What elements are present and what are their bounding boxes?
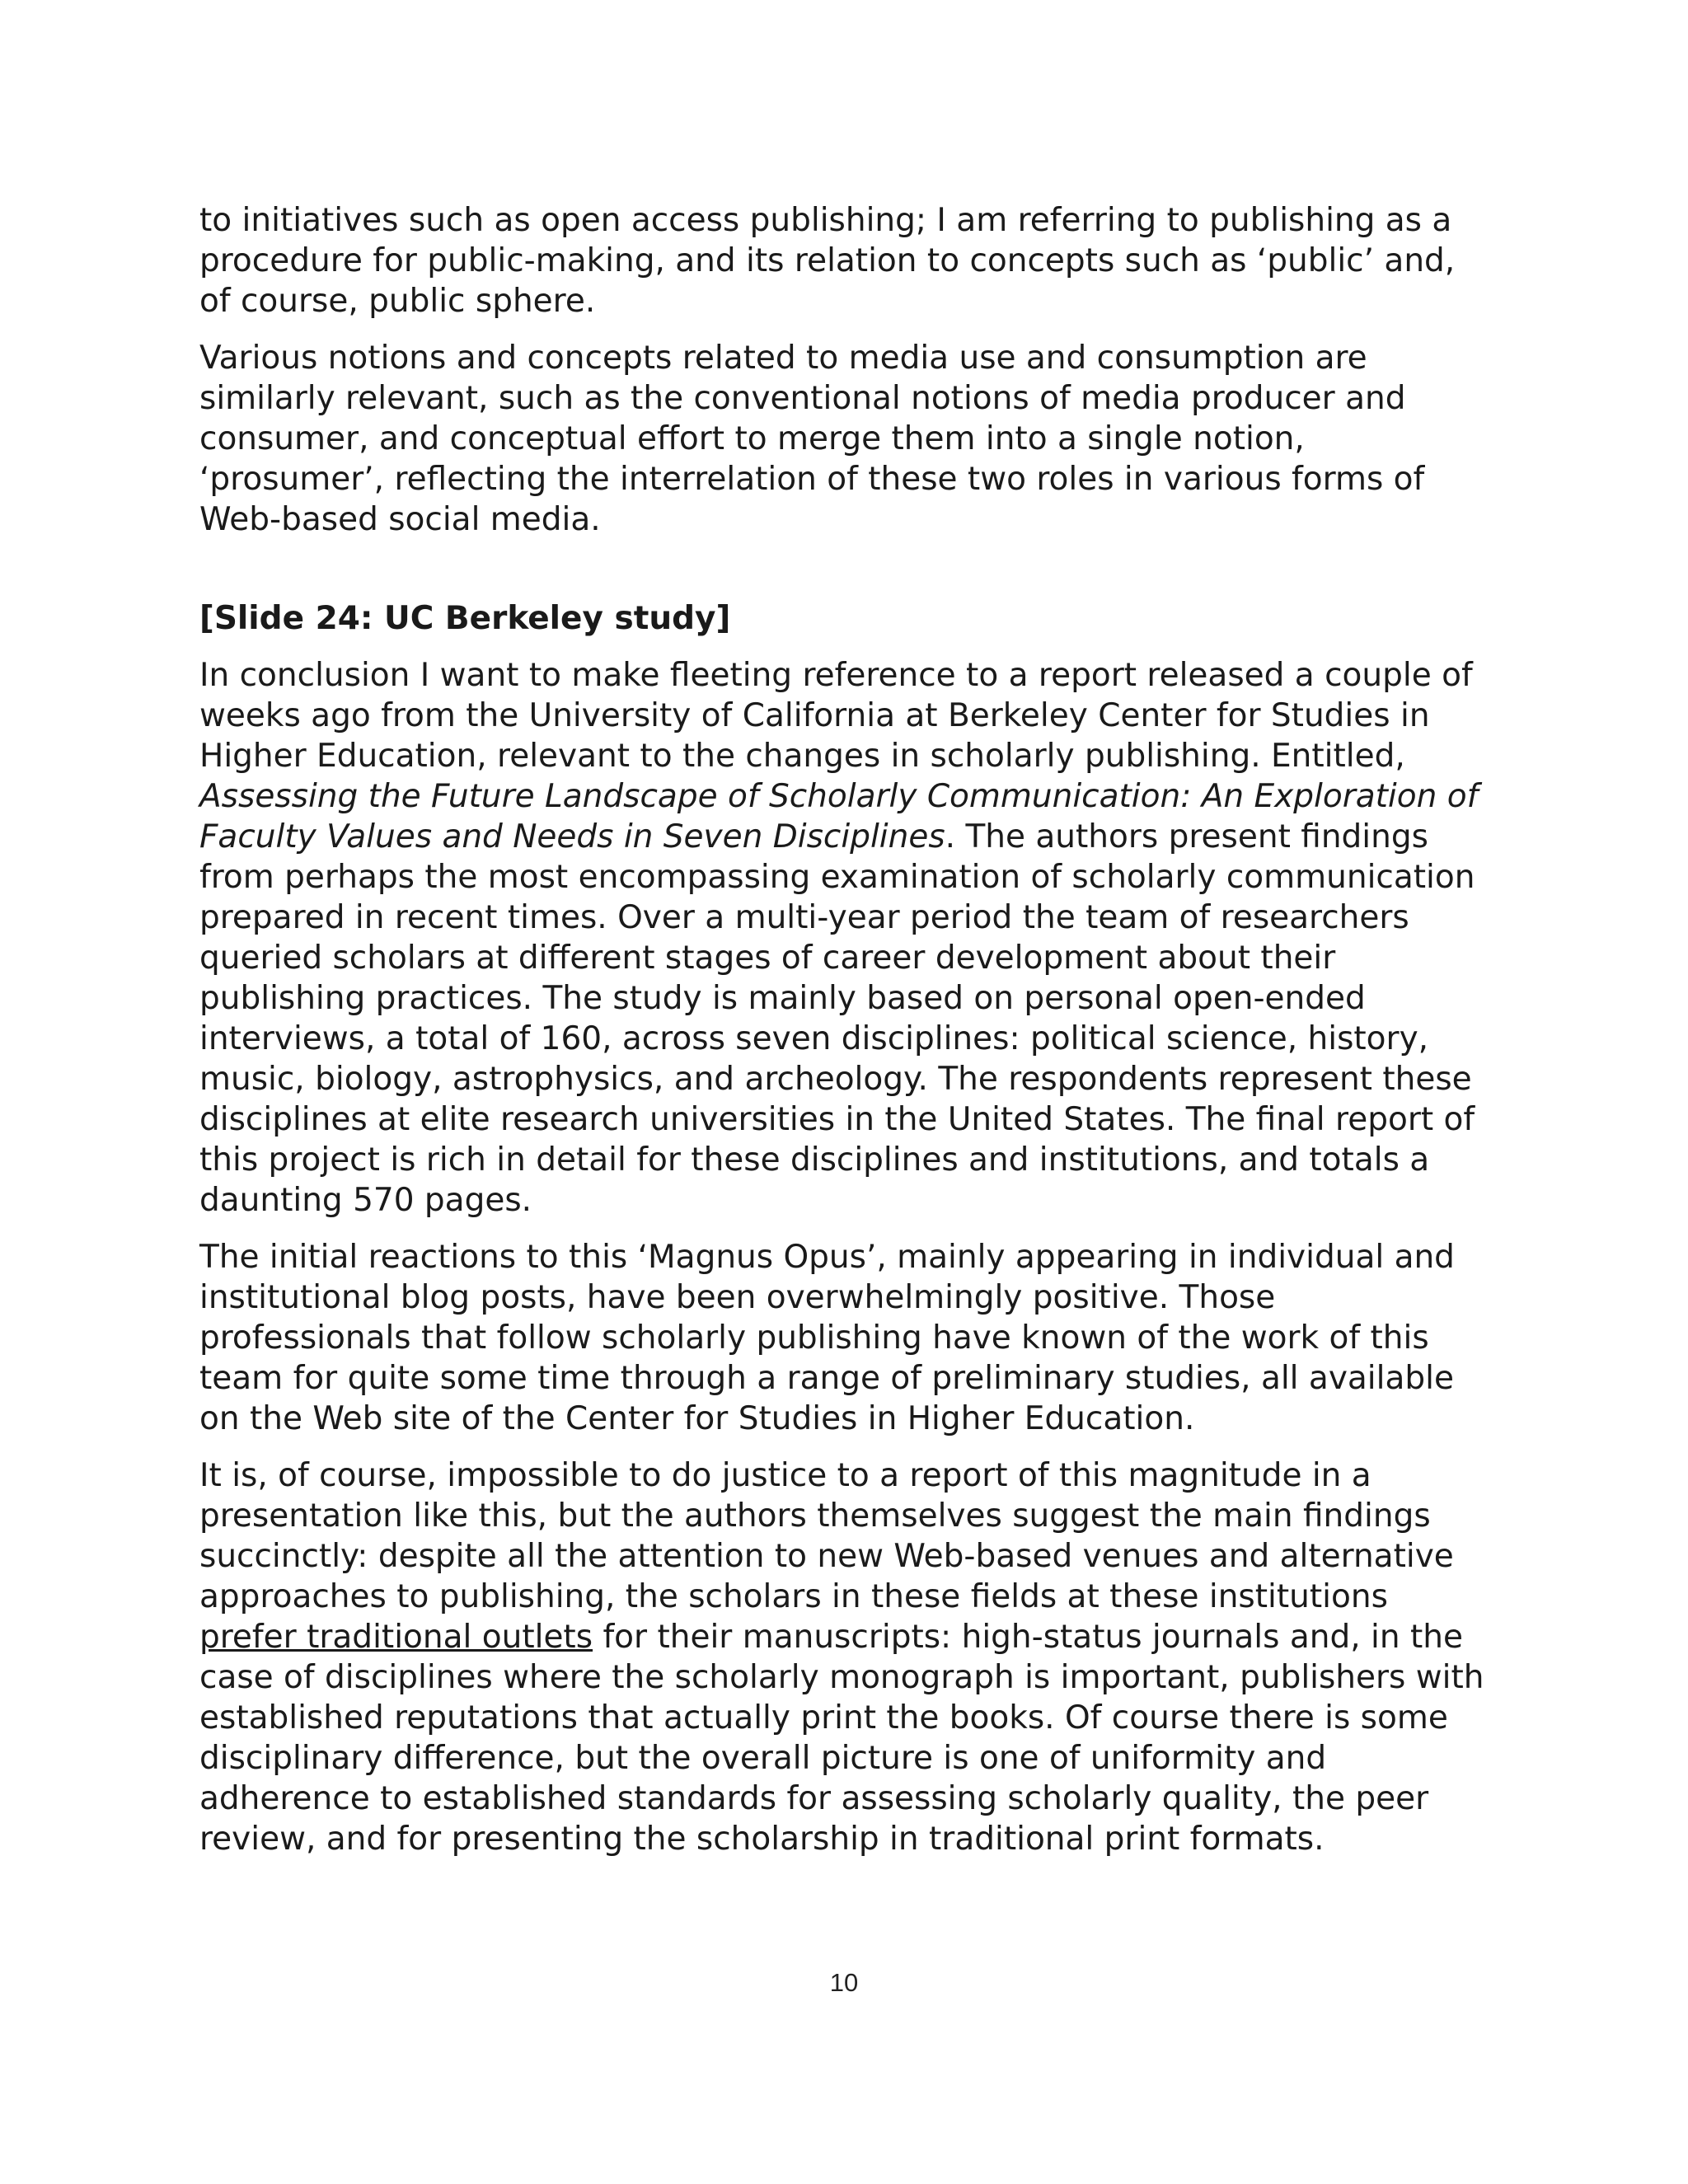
page-number: 10 [829, 1968, 859, 1997]
paragraph-reactions [199, 1237, 1490, 1439]
paragraph-text: The initial reactions to this ‘Magnus Opus’, mainly appearing in individual and institutional blog posts, have been overwhelmingly positive. Those professionals that follow scholarly publishing have known of the work of this team for quite some time through a range of preliminary studies, all available on the Web site of the Center for Studies in Higher Education. [199, 1239, 1455, 1437]
paragraph-text-start: It is, of course, impossible to do justice to a report of this magnitude in a presentation like this, but the authors themselves suggest the main findings succinctly: despite all the attention to new Web-based venues and alternative approaches to publishing, the scholars in these fields at these institutions [199, 1457, 1454, 1615]
paragraph-text: Various notions and concepts related to media use and consumption are similarly relevant, such as the conventional notions of media producer and consumer, and conceptual effort to merge them into a single notion, ‘prosumer’, reflecting the interrelation of these two roles in various forms of Web-based social media. [199, 340, 1425, 538]
paragraph-text: to initiatives such as open access publishing; I am referring to publishing as a procedure for public-making, and its relation to concepts such as ‘public’ and, of course, public sphere. [199, 202, 1456, 320]
paragraph-open-access [199, 200, 1490, 321]
paragraph-text-end: for their manuscripts: high-status journals and, in the case of disciplines where the scholarly monograph is important, publishers with established reputations that actually print the books. Of course there is some disciplinary difference, but the overall picture is one of uniformity and adherence to established standards for assessing scholarly quality, the peer review, and for presenting the scholarship in traditional print formats. [199, 1619, 1484, 1858]
section-heading: [Slide 24: UC Berkeley study] [199, 600, 731, 637]
page-body [199, 200, 1490, 1876]
paragraph-berkeley-report [199, 655, 1490, 1221]
paragraph-prosumer [199, 338, 1490, 540]
paragraph-findings [199, 1455, 1490, 1859]
report-title: Assessing the Future Landscape of Scholarly Communication: An Exploration of Faculty Values and Needs in Seven Disciplines [199, 778, 1479, 855]
underlined-phrase: prefer traditional outlets [199, 1619, 593, 1656]
paragraph-text-start: In conclusion I want to make fleeting reference to a report released a couple of weeks ago from the University of California at Berkeley Center for Studies in Higher Education, relevant to the changes in scholarly publishing. Entitled, [199, 657, 1473, 775]
paragraph-text-end: . The authors present findings from perhaps the most encompassing examination of scholarly communication prepared in recent times. Over a multi-year period the team of researchers queried scholars at different stages of career development about their publishing practices. The study is mainly based on personal open-ended interviews, a total of 160, across seven disciplines: political science, history, music, biology, astrophysics, and archeology. The respondents represent these disciplines at elite research universities in the United States. The final report of this project is rich in detail for these disciplines and institutions, and totals a daunting 570 pages. [199, 818, 1475, 1219]
